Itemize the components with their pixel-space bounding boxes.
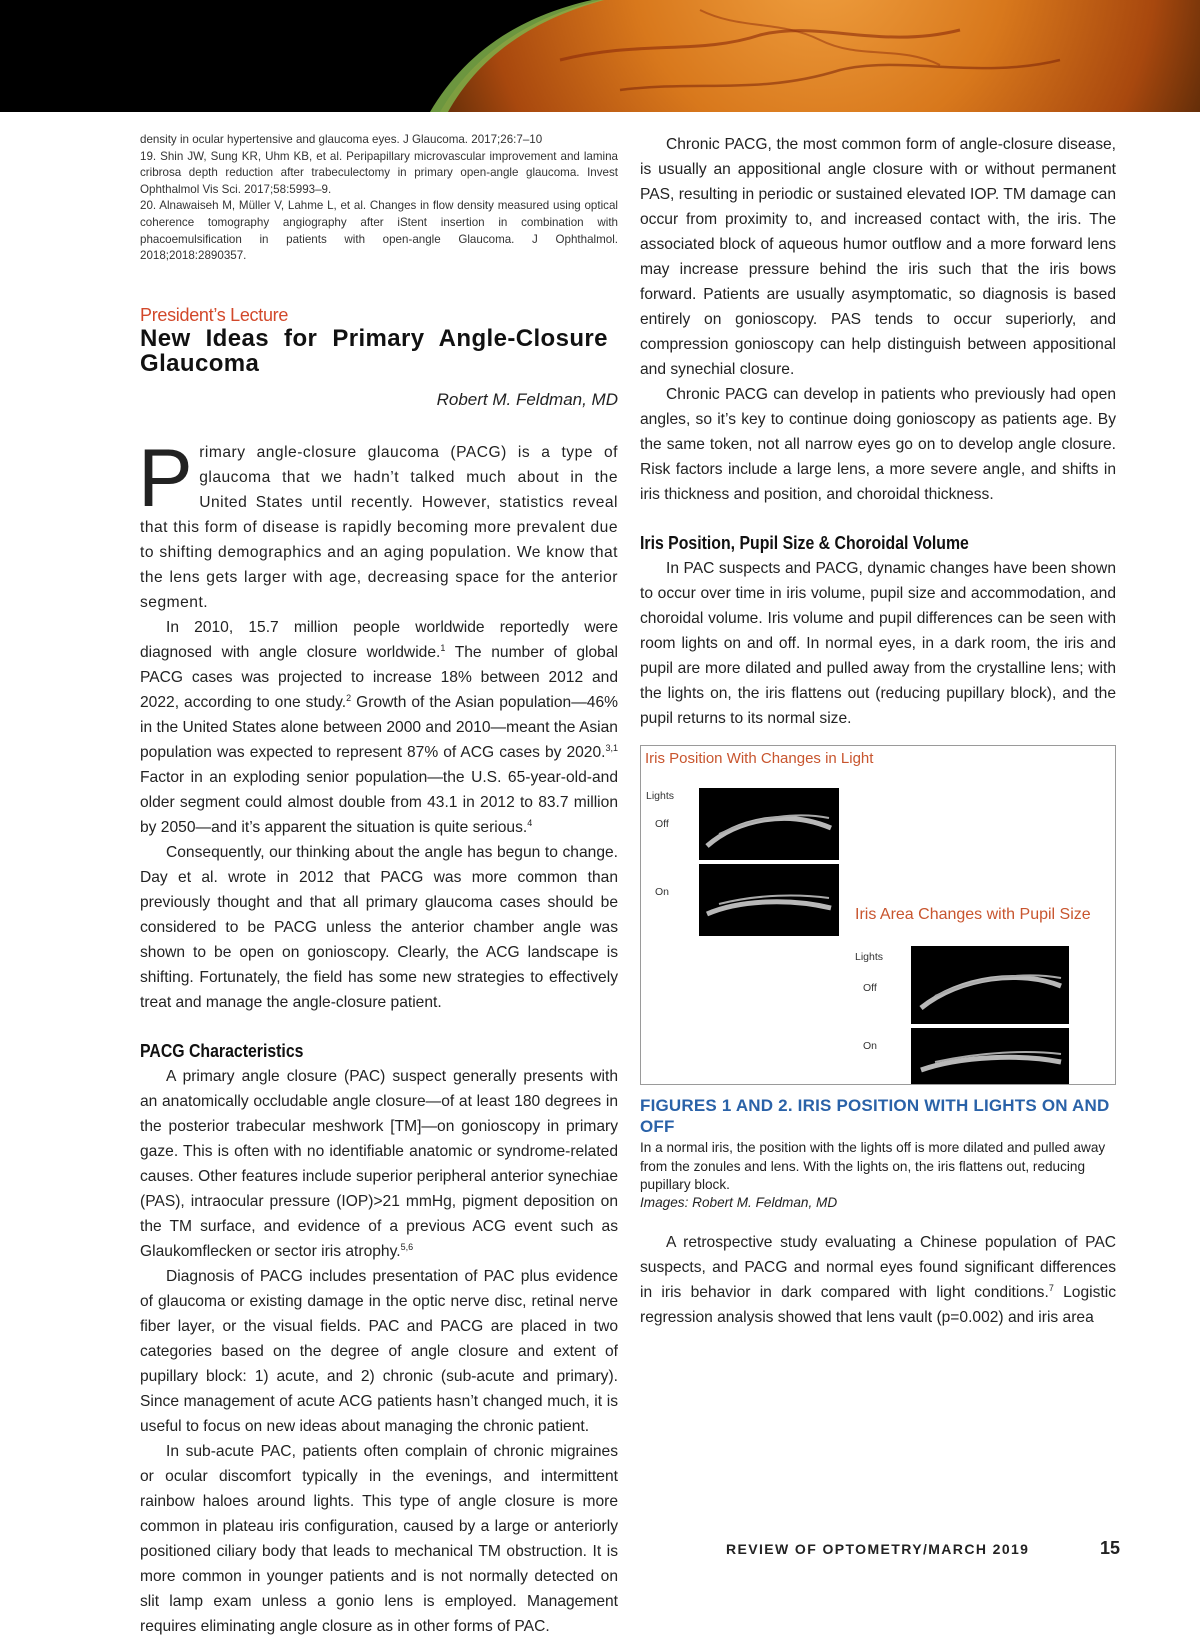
footer-magazine-title: REVIEW OF OPTOMETRY/MARCH 2019 [726, 1541, 1030, 1557]
lights-label: Lights [646, 790, 675, 802]
figure-panel1-title: Iris Position With Changes in Light [645, 750, 874, 767]
paragraph: A primary angle closure (PAC) suspect generally presents with an anatomically occludable angle closure—of at least 180 degrees in the posterior trabecular meshwork [TM]—on gonioscopy in primary gaze. This is often with no identifiable anatomic or syndrome-related causes. Other features include superior peripheral anterior synechiae (PAS), intraocular pressure (IOP)>21 mmHg, pigment deposition on the TM surface, and evidence of a previous ACG event such as Glaukomflecken or sector iris atrophy.$^{5,6}$ [140, 1067, 618, 1260]
paragraph: Chronic PACG, the most common form of angle-closure disease, is usually an appositional angle closure with or without permanent PAS, resulting in periodic or sustained elevated IOP. TM damage can occur from proximity to, and increased contact with, the iris. The associated block of aqueous humor outflow and a more forward lens may increase pressure behind the iris such that the iris bows forward. Patients are usually asymptomatic, so diagnosis is based entirely on gonioscopy. PAS tends to occur superiorly, and compression gonioscopy can help distinguish between appositional and synechial closure. [640, 136, 1116, 378]
paragraph: In sub-acute PAC, patients often complain of chronic migraines or ocular discomfort typically in the evenings, and intermittent rainbow haloes around lights. This type of angle closure is more common in plateau iris configuration, caused by a large or anteriorly positioned ciliary body that leads to mechanical TM obstruction. It is more common in younger patients and is not normally detected on slit lamp exam unless a gonio lens is employed. Management requires eliminating angle closure as in other forms of PAC. [140, 1442, 618, 1635]
oct-scan-image [911, 946, 1069, 1024]
figure-caption-heading: FIGURES 1 AND 2. IRIS POSITION WITH LIGHTS ON AND OFF [640, 1096, 1110, 1136]
oct-scan-image [699, 788, 839, 860]
lead-paragraph: Primary angle-closure glaucoma (PACG) is a type of glaucoma that we hadn’t talked much about in the United States until recently. However, statistics reveal that this form of disease is rapidly becoming more prevalent due to shifting demographics and an aging population. We know that the lens gets larger with age, decreasing space for the anterior segment. [138, 432, 618, 611]
paragraph: A retrospective study evaluating a Chinese population of PAC suspects, and PACG and normal eyes found significant differences in iris behavior in dark compared with light conditions.$^7$ Logistic regression analysis showed that lens vault (p=0.002) and iris area [640, 1233, 1116, 1326]
reference-entry: 19. Shin JW, Sung KR, Uhm KB, et al. Peripapillary microvascular improvement and lamina cribrosa depth reduction after trabeculectomy in primary open-angle glaucoma. Invest Ophthalmol Vis Sci. 2017;58:5993–9. [140, 149, 618, 196]
figure-credit: Images: Robert M. Feldman, MD [640, 1194, 838, 1210]
article-title: New Ideas for Primary Angle-Closure Glaucoma [140, 324, 608, 377]
off-label: Off [863, 982, 877, 994]
retina-banner-image [0, 0, 1200, 112]
drop-cap: P [138, 432, 194, 524]
paragraph: Consequently, our thinking about the angle has begun to change. Day et al. wrote in 2012 that PACG was more common than previously thought and that all primary glaucoma cases should be considered to be PACG unless the anterior chamber angle was shown to be open on gonioscopy. Clearly, the ACG landscape is shifting. Fortunately, the field has some new strategies to effectively treat and manage the angle-closure patient. [140, 843, 618, 1011]
figure-panel2-title: Iris Area Changes with Pupil Size [855, 906, 1091, 923]
paragraph: In 2010, 15.7 million people worldwide reportedly were diagnosed with angle closure worldwide.$^1$ The number of global PACG cases was projected to increase 18% between 2012 and 2022, according to one study.$^2$ Growth of the Asian population—46% in the United States alone between 2000 and 2010—meant the Asian population was expected to represent 87% of ACG cases by 2020.$^{3,1}$ Factor in an exploding senior population—the U.S. 65-year-old-and older segment could almost double from 43.1 in 2012 to 83.7 million by 2050—and it’s apparent the situation is quite serious.$^4$ [140, 618, 618, 836]
lights-label: Lights [855, 951, 884, 963]
right-column-body [640, 132, 1116, 1330]
page-number: 15 [1100, 1538, 1121, 1558]
department-label: President’s Lecture [140, 304, 289, 325]
paragraph: In PAC suspects and PACG, dynamic changes have been shown to occur over time in iris volume, pupil size and accommodation, and choroidal volume. Iris volume and pupil differences can be seen with room lights on and off. In normal eyes, in a dark room, the iris and pupil are more dilated and pulled away from the crystalline lens; with the lights on, the iris flattens out (reducing pupillary block), and the pupil returns to its normal size. [640, 560, 1116, 727]
oct-scan-image [699, 864, 839, 936]
oct-scan-image [911, 1028, 1069, 1084]
off-label: Off [655, 818, 669, 830]
reference-entry: density in ocular hypertensive and glaucoma eyes. J Glaucoma. 2017;26:7–10 [140, 133, 543, 146]
article-body-left [138, 432, 618, 1639]
reference-entry: 20. Alnawaiseh M, Müller V, Lahme L, et al. Changes in flow density measured using optical coherence tomography angiography after iStent insertion in combination with phacoemulsification in patients with open-angle Glaucoma. J Ophthalmol. 2018;2018:2890357. [140, 199, 618, 263]
paragraph: Diagnosis of PACG includes presentation of PAC plus evidence of glaucoma or existing damage in the optic nerve disc, retinal nerve fiber layer, or the visual fields. PAC and PACG are placed in two categories based on the degree of angle closure and extent of pupillary block: 1) acute, and 2) chronic (sub-acute and primary). Since management of acute ACG patients hasn’t changed much, it is useful to focus on new ideas about managing the chronic patient. [140, 1267, 618, 1435]
references [140, 132, 618, 265]
on-label: On [655, 886, 670, 898]
figure-iris-scans [640, 745, 1116, 1085]
on-label: On [863, 1040, 878, 1052]
section-heading: Iris Position, Pupil Size & Choroidal Volume [640, 533, 969, 553]
paragraph: Chronic PACG can develop in patients who previously had open angles, so it’s key to continue doing gonioscopy as patients age. By the same token, not all narrow eyes go on to develop angle closure. Risk factors include a large lens, a more severe angle, and shifts in iris thickness and position, and choroidal thickness. [640, 386, 1116, 503]
byline: Robert M. Feldman, MD [436, 389, 618, 409]
section-heading: PACG Characteristics [140, 1040, 304, 1061]
left-column [140, 132, 618, 1639]
figure-caption: In a normal iris, the position with the lights off is more dilated and pulled away from the zonules and lens. With the lights on, the iris flattens out, reducing pupillary block. [640, 1140, 1106, 1192]
